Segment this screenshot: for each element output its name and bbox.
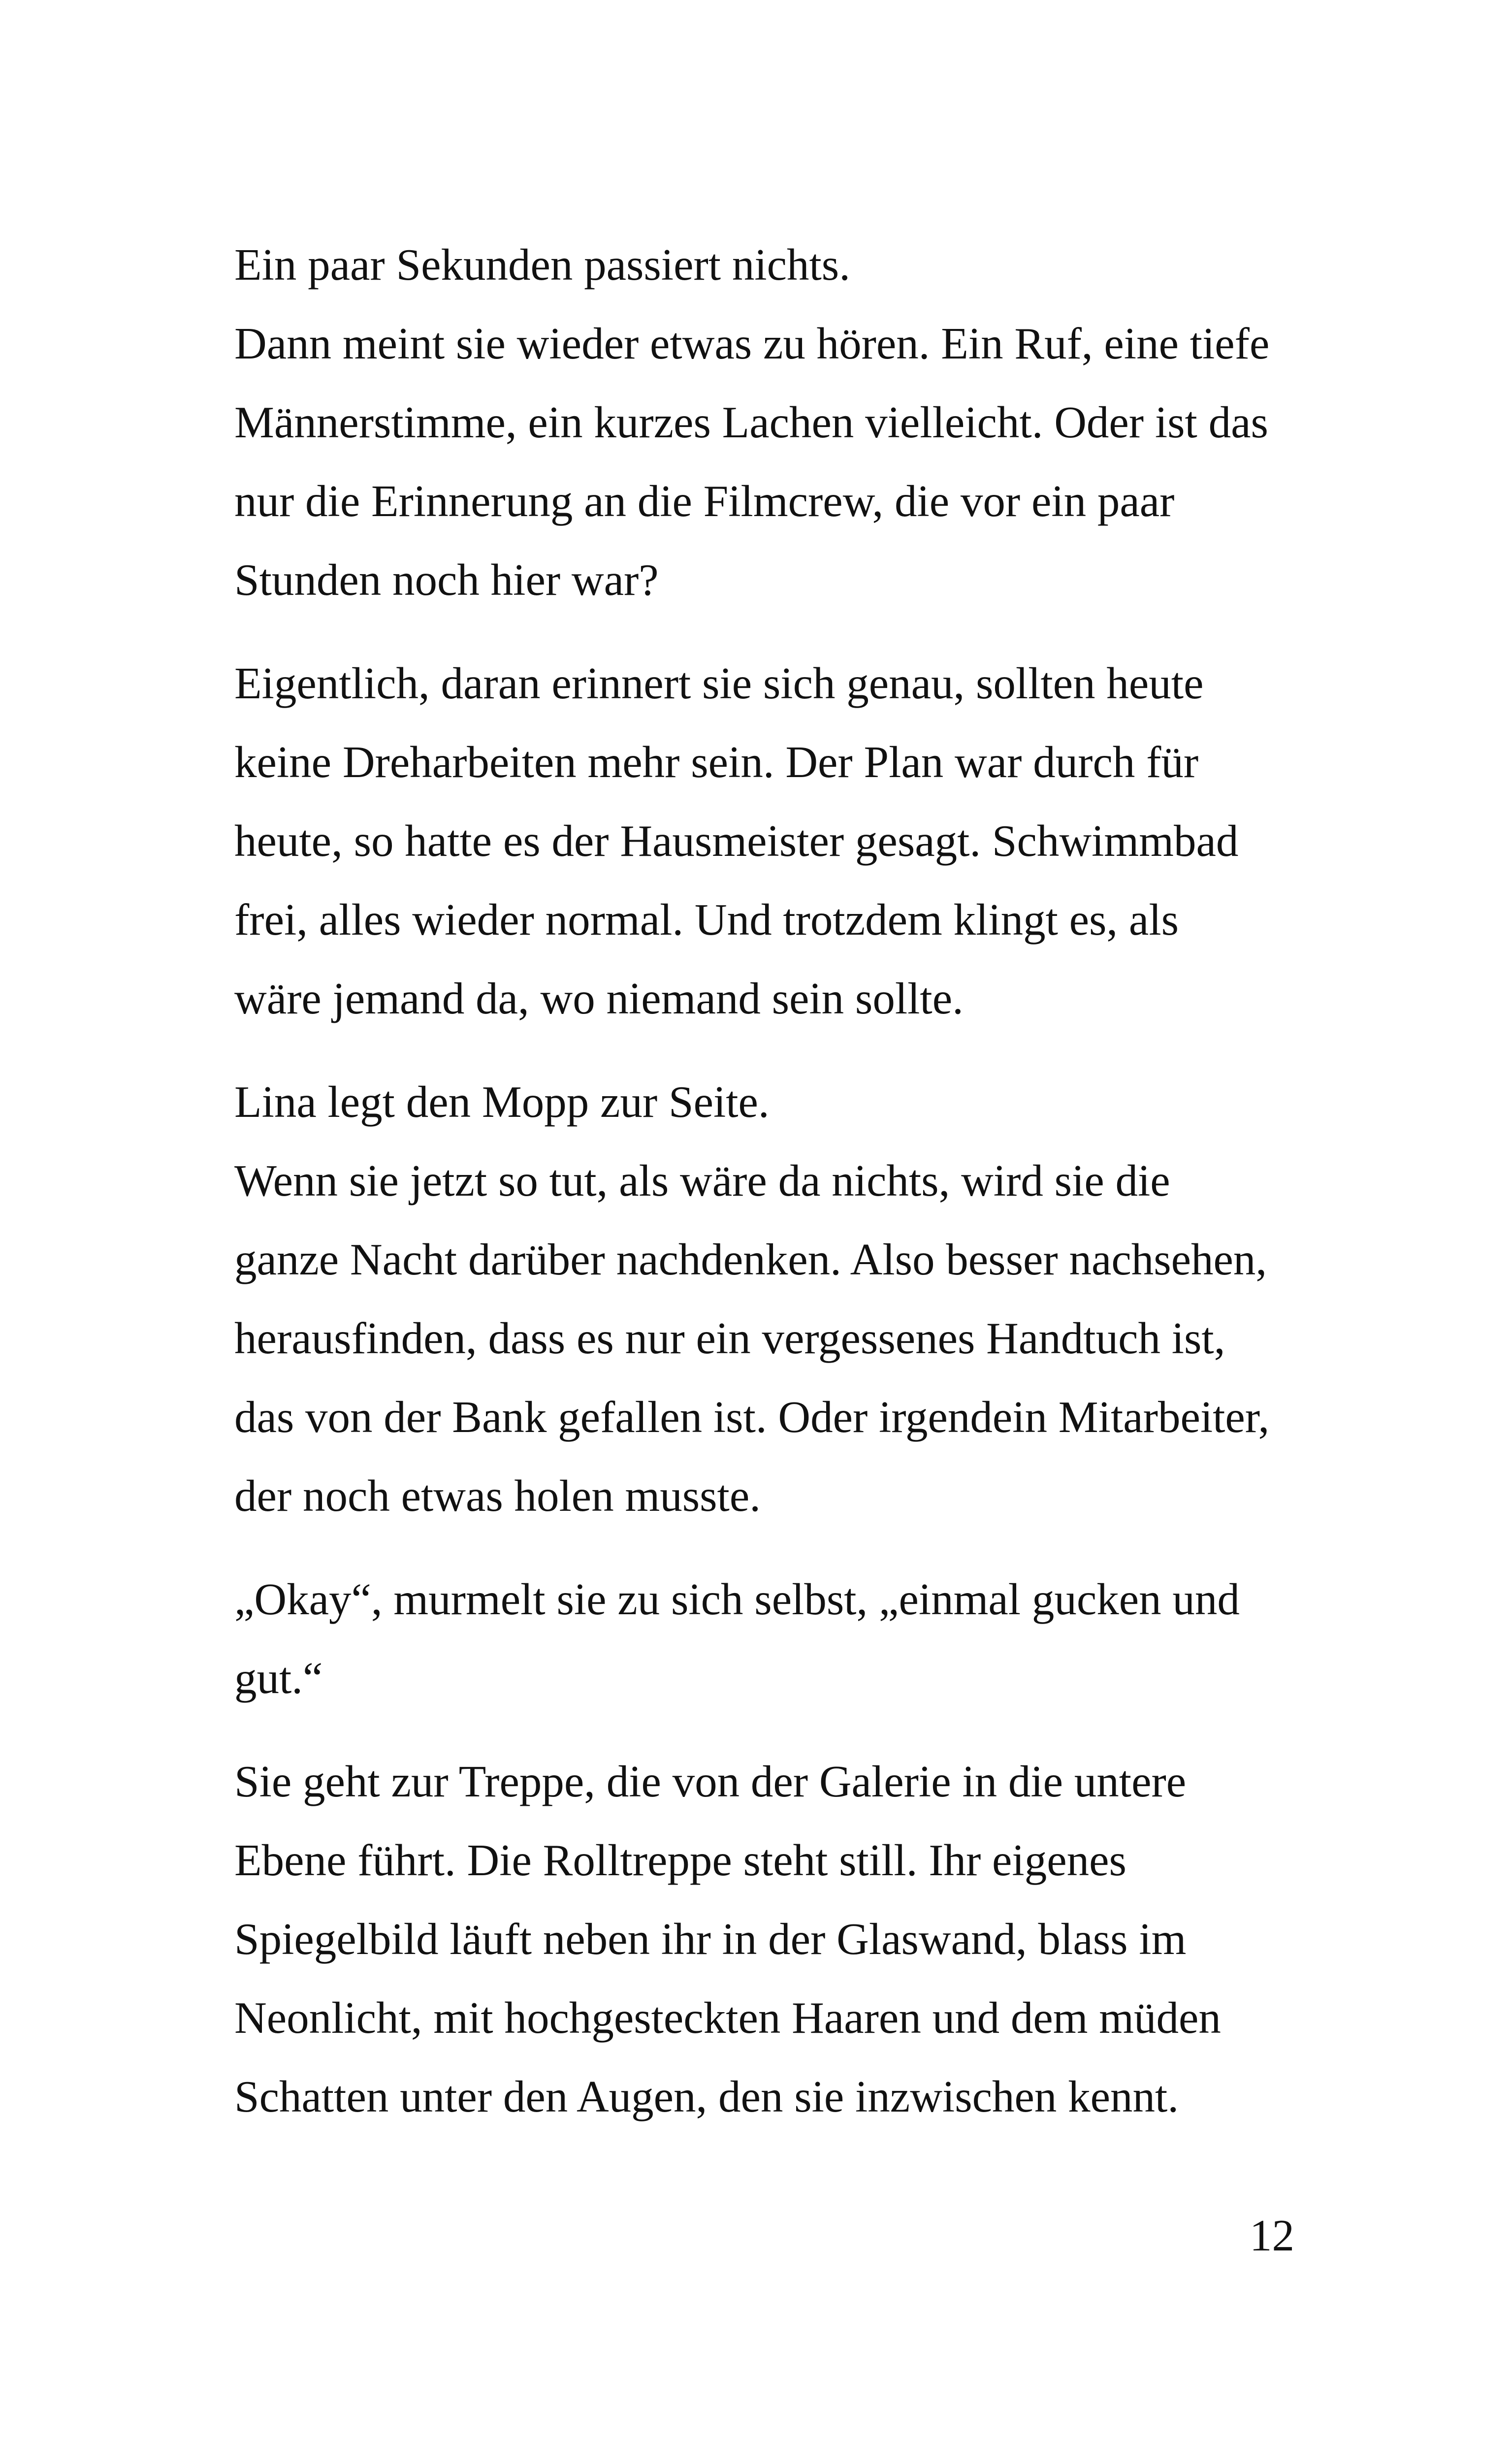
- text-line: der noch etwas holen musste.: [234, 1471, 761, 1521]
- text-line: heute, so hatte es der Hausmeister gesagt. Schwimmbad: [234, 816, 1239, 866]
- paragraph: [234, 1742, 1308, 2136]
- paragraph-gap: [234, 1038, 1308, 1063]
- text-line: Lina legt den Mopp zur Seite.: [234, 1077, 770, 1127]
- paragraph: [234, 1063, 1308, 1535]
- text-line: nur die Erinnerung an die Filmcrew, die vor ein paar: [234, 476, 1175, 526]
- text-line: Männerstimme, ein kurzes Lachen vielleicht. Oder ist das: [234, 397, 1268, 447]
- paragraph: [234, 1560, 1308, 1718]
- text-line: Spiegelbild läuft neben ihr in der Glaswand, blass im: [234, 1914, 1187, 1964]
- paragraph-gap: [234, 1718, 1308, 1742]
- paragraph: [234, 644, 1308, 1038]
- text-line: Neonlicht, mit hochgesteckten Haaren und dem müden: [234, 1993, 1221, 2043]
- text-line: Ein paar Sekunden passiert nichts.: [234, 240, 850, 290]
- text-line: keine Dreharbeiten mehr sein. Der Plan war durch für: [234, 737, 1199, 787]
- paragraph-gap: [234, 619, 1308, 644]
- text-line: das von der Bank gefallen ist. Oder irgendein Mitarbeiter,: [234, 1392, 1270, 1442]
- text-line: herausfinden, dass es nur ein vergessenes Handtuch ist,: [234, 1313, 1225, 1363]
- text-line: „Okay“, murmelt sie zu sich selbst, „einmal gucken und: [234, 1574, 1240, 1624]
- text-line: Ebene führt. Die Rolltreppe steht still. Ihr eigenes: [234, 1835, 1126, 1885]
- page-number: 12: [1250, 2211, 1294, 2260]
- text-line: Wenn sie jetzt so tut, als wäre da nichts, wird sie die: [234, 1156, 1170, 1205]
- text-line: wäre jemand da, wo niemand sein sollte.: [234, 974, 964, 1023]
- paragraph: [234, 226, 1308, 619]
- text-line: Eigentlich, daran erinnert sie sich genau, sollten heute: [234, 658, 1204, 708]
- text-line: Schatten unter den Augen, den sie inzwischen kennt.: [234, 2072, 1179, 2121]
- paragraph-gap: [234, 1535, 1308, 1560]
- text-line: Sie geht zur Treppe, die von der Galerie in die untere: [234, 1757, 1187, 1806]
- text-line: frei, alles wieder normal. Und trotzdem klingt es, als: [234, 895, 1179, 945]
- text-line: Dann meint sie wieder etwas zu hören. Ein Ruf, eine tiefe: [234, 319, 1270, 368]
- body-text: [234, 226, 1308, 2136]
- text-line: ganze Nacht darüber nachdenken. Also besser nachsehen,: [234, 1235, 1267, 1284]
- text-line: Stunden noch hier war?: [234, 555, 659, 605]
- text-line: gut.“: [234, 1653, 323, 1703]
